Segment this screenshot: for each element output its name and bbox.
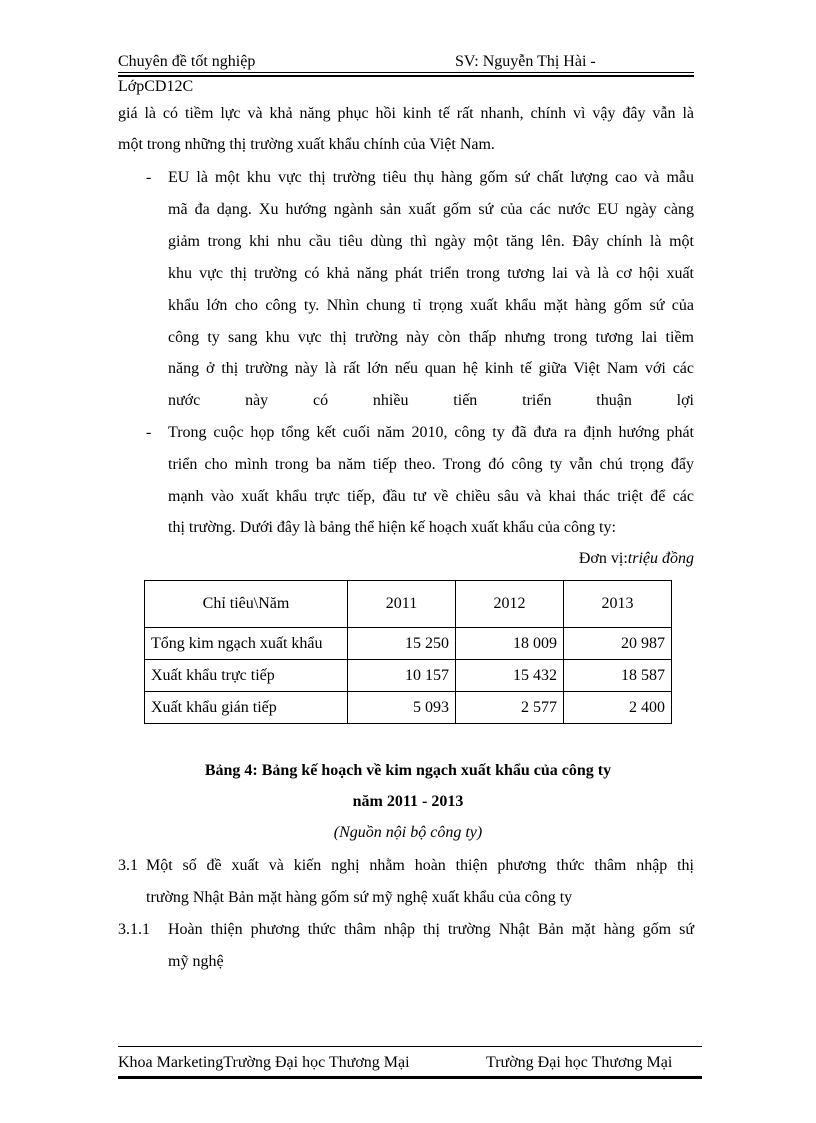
table-row: [145, 660, 672, 692]
unit-label: [579, 550, 694, 568]
footer-left: Khoa MarketingTrường Đại học Thương Mại: [118, 1054, 410, 1071]
export-plan-table: [144, 580, 672, 724]
row-label: Xuất khẩu trực tiếp: [145, 660, 348, 692]
subsection-heading: mỹ nghệ: [168, 953, 224, 970]
bullet-line: khu vực thị trường có khả năng phát triển trong tương lai và là cơ hội xuất: [168, 265, 694, 282]
bullet-line: công ty sang khu vực thị trường này còn thấp nhưng trong tương lai tiềm: [168, 329, 694, 346]
bullet-line: triển cho mình trong ba năm tiếp theo. Trong đó công ty vẫn chú trọng đẩy: [168, 456, 694, 473]
table-cell: 5 093: [348, 692, 456, 724]
bullet-dash: -: [146, 169, 152, 186]
unit-value: triệu đồng: [627, 550, 694, 567]
bullet-dash: -: [146, 424, 152, 441]
header-rule-thick: [118, 75, 694, 77]
bullet-line: Trong cuộc họp tổng kết cuối năm 2010, công ty đã đưa ra định hướng phát: [168, 424, 694, 441]
year-header: 2013: [564, 581, 672, 628]
table-caption-years: năm 2011 - 2013: [352, 793, 464, 810]
bullet-line: nước này có nhiều tiến triển thuận lợi: [168, 392, 694, 409]
table-source: (Nguồn nội bộ công ty): [333, 824, 483, 841]
section-number: 3.1: [118, 857, 138, 874]
bullet-line: năng ở thị trường này là rất lớn nếu quan hệ kinh tế giữa Việt Nam với các: [168, 360, 694, 377]
header-rule: [118, 72, 694, 73]
section-heading: trường Nhật Bản mặt hàng gốm sứ mỹ nghệ xuất khẩu của công ty: [146, 889, 573, 906]
subsection-number: 3.1.1: [118, 921, 150, 938]
table-cell: 15 432: [456, 660, 564, 692]
table-cell: 15 250: [348, 628, 456, 660]
row-label: Tổng kim ngạch xuất khẩu: [145, 628, 348, 660]
year-header: 2011: [348, 581, 456, 628]
table-cell: 20 987: [564, 628, 672, 660]
bullet-line: EU là một khu vực thị trường tiêu thụ hàng gốm sứ chất lượng cao và mẫu: [168, 169, 694, 186]
table-row: [145, 692, 672, 724]
bullet-line: thị trường. Dưới đây là bảng thể hiện kế hoạch xuất khẩu của công ty:: [168, 519, 616, 536]
table-cell: 2 400: [564, 692, 672, 724]
row-label: Xuất khẩu gián tiếp: [145, 692, 348, 724]
footer-rule-thick: [118, 1076, 702, 1079]
paragraph-line: giá là có tiềm lực và khả năng phục hồi kinh tế rất nhanh, chính vì vậy đây vẫn là: [118, 105, 694, 122]
bullet-line: khẩu lớn cho công ty. Nhìn chung tỉ trọng xuất khẩu mặt hàng gốm sứ của: [168, 297, 694, 314]
header-left: Chuyên đề tốt nghiệp: [118, 53, 256, 70]
footer-right: Trường Đại học Thương Mại: [486, 1054, 673, 1071]
bullet-line: mạnh vào xuất khẩu trực tiếp, đầu tư về chiều sâu và khai thác triệt để các: [168, 488, 694, 505]
bullet-line: giảm trong khi nhu cầu tiêu dùng thì ngày một tăng lên. Đây chính là một: [168, 233, 694, 250]
table-corner-cell: Chỉ tiêu\Năm: [145, 581, 348, 628]
paragraph-line: một trong những thị trường xuất khẩu chính của Việt Nam.: [118, 136, 495, 153]
table-cell: 18 587: [564, 660, 672, 692]
table-row: [145, 628, 672, 660]
table-cell: 18 009: [456, 628, 564, 660]
section-heading: Một số đề xuất và kiến nghị nhằm hoàn thiện phương thức thâm nhập thị: [146, 857, 694, 874]
year-header: 2012: [456, 581, 564, 628]
bullet-line: mã đa dạng. Xu hướng ngành sản xuất gốm sứ của các nước EU ngày càng: [168, 201, 694, 218]
table-cell: 10 157: [348, 660, 456, 692]
table-caption: Bảng 4: Bảng kế hoạch về kim ngạch xuất khẩu của công ty: [204, 762, 612, 779]
subsection-heading: Hoàn thiện phương thức thâm nhập thị trường Nhật Bản mặt hàng gốm sứ: [168, 921, 694, 938]
table-cell: 2 577: [456, 692, 564, 724]
footer-rule: [118, 1046, 702, 1047]
header-right: SV: Nguyễn Thị Hài -: [455, 53, 596, 70]
header-class: LớpCD12C: [118, 78, 194, 95]
unit-prefix: Đơn vị:: [578, 550, 628, 567]
table-header-row: [145, 581, 672, 628]
